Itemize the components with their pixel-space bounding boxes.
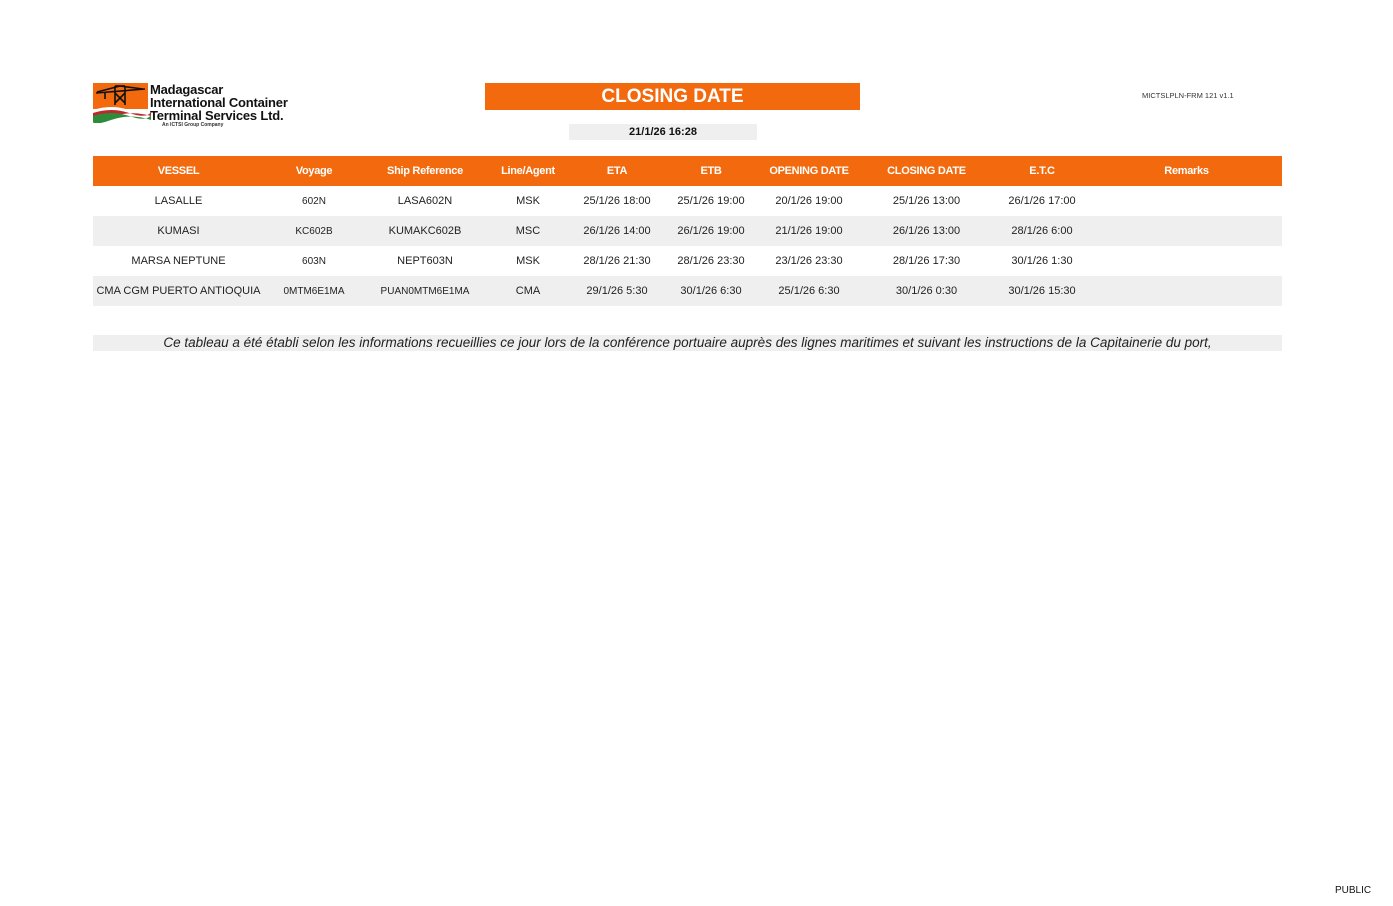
form-code: MICTSLPLN-FRM 121 v1.1 xyxy=(1142,91,1234,100)
cell-remarks xyxy=(1091,186,1282,216)
cell-etc: 28/1/26 6:00 xyxy=(993,216,1091,246)
cell-ship-reference: LASA602N xyxy=(397,195,453,207)
header-etc: E.T.C xyxy=(993,156,1091,186)
header-voyage: Voyage xyxy=(264,156,364,186)
cell-eta: 29/1/26 5:30 xyxy=(570,276,664,306)
cell-closing-date: 30/1/26 0:30 xyxy=(860,276,993,306)
cell-closing-date: 26/1/26 13:00 xyxy=(860,216,993,246)
company-logo xyxy=(93,83,293,133)
information-note: Ce tableau a été établi selon les informations recueillies ce jour lors de la conférence portuaire auprès des lignes maritimes et suivant les instructions de la Capitainerie du port, xyxy=(93,335,1282,351)
company-name-line-1: Madagascar xyxy=(150,82,224,97)
table-row xyxy=(93,216,1282,246)
cell-line-agent: CMA xyxy=(486,276,570,306)
cell-ship-reference: KUMAKC602B xyxy=(364,216,486,246)
cell-etc: 26/1/26 17:00 xyxy=(1008,195,1076,207)
header-remarks: Remarks xyxy=(1091,156,1282,186)
cell-line-agent: MSK xyxy=(516,195,540,207)
cell-etb: 25/1/26 19:00 xyxy=(677,195,745,207)
cell-remarks xyxy=(1091,276,1282,306)
cell-vessel: LASALLE xyxy=(154,195,203,207)
cell-opening-date: 23/1/26 23:30 xyxy=(775,255,843,267)
classification-label: PUBLIC xyxy=(1335,885,1372,896)
cell-vessel: CMA CGM PUERTO ANTIOQUIA xyxy=(93,276,264,306)
header-vessel: VESSEL xyxy=(93,156,264,186)
table-row xyxy=(93,276,1282,306)
cell-opening-date: 25/1/26 6:30 xyxy=(758,276,860,306)
company-name-line-3: Terminal Services Ltd. xyxy=(150,108,284,123)
header-eta: ETA xyxy=(570,156,664,186)
header-closing-date: CLOSING DATE xyxy=(860,156,993,186)
page-title: CLOSING DATE xyxy=(485,83,860,110)
header-line-agent: Line/Agent xyxy=(486,156,570,186)
table-row xyxy=(93,186,1282,216)
cell-voyage: 602N xyxy=(302,195,326,207)
cell-ship-reference: NEPT603N xyxy=(397,255,453,267)
cell-eta: 28/1/26 21:30 xyxy=(583,255,651,267)
header-etb: ETB xyxy=(664,156,758,186)
cell-etc: 30/1/26 1:30 xyxy=(1011,255,1073,267)
company-name xyxy=(150,83,288,122)
cell-ship-reference: PUAN0MTM6E1MA xyxy=(364,276,486,306)
cell-remarks xyxy=(1091,246,1282,276)
closing-date-table xyxy=(93,156,1282,306)
cell-opening-date: 20/1/26 19:00 xyxy=(775,195,843,207)
cell-eta: 25/1/26 18:00 xyxy=(583,195,651,207)
crane-logo-icon xyxy=(93,83,151,123)
cell-line-agent: MSC xyxy=(486,216,570,246)
cell-etc: 30/1/26 15:30 xyxy=(993,276,1091,306)
report-date: 21/1/26 16:28 xyxy=(569,124,757,140)
header-ship-reference: Ship Reference xyxy=(364,156,486,186)
table-row xyxy=(93,246,1282,276)
table-header-row xyxy=(93,156,1282,186)
cell-vessel: KUMASI xyxy=(93,216,264,246)
cell-voyage: 603N xyxy=(302,255,326,267)
company-name-line-2: International Container xyxy=(150,95,288,110)
cell-opening-date: 21/1/26 19:00 xyxy=(758,216,860,246)
cell-etb: 28/1/26 23:30 xyxy=(677,255,745,267)
cell-etb: 26/1/26 19:00 xyxy=(664,216,758,246)
cell-vessel: MARSA NEPTUNE xyxy=(131,255,226,267)
cell-etb: 30/1/26 6:30 xyxy=(664,276,758,306)
cell-eta: 26/1/26 14:00 xyxy=(570,216,664,246)
company-tagline: An ICTSI Group Company xyxy=(162,122,224,128)
cell-closing-date: 25/1/26 13:00 xyxy=(892,195,961,207)
cell-line-agent: MSK xyxy=(516,255,540,267)
cell-voyage: 0MTM6E1MA xyxy=(264,276,364,306)
cell-voyage: KC602B xyxy=(264,216,364,246)
header-opening-date: OPENING DATE xyxy=(758,156,860,186)
cell-remarks xyxy=(1091,216,1282,246)
cell-closing-date: 28/1/26 17:30 xyxy=(892,255,961,267)
